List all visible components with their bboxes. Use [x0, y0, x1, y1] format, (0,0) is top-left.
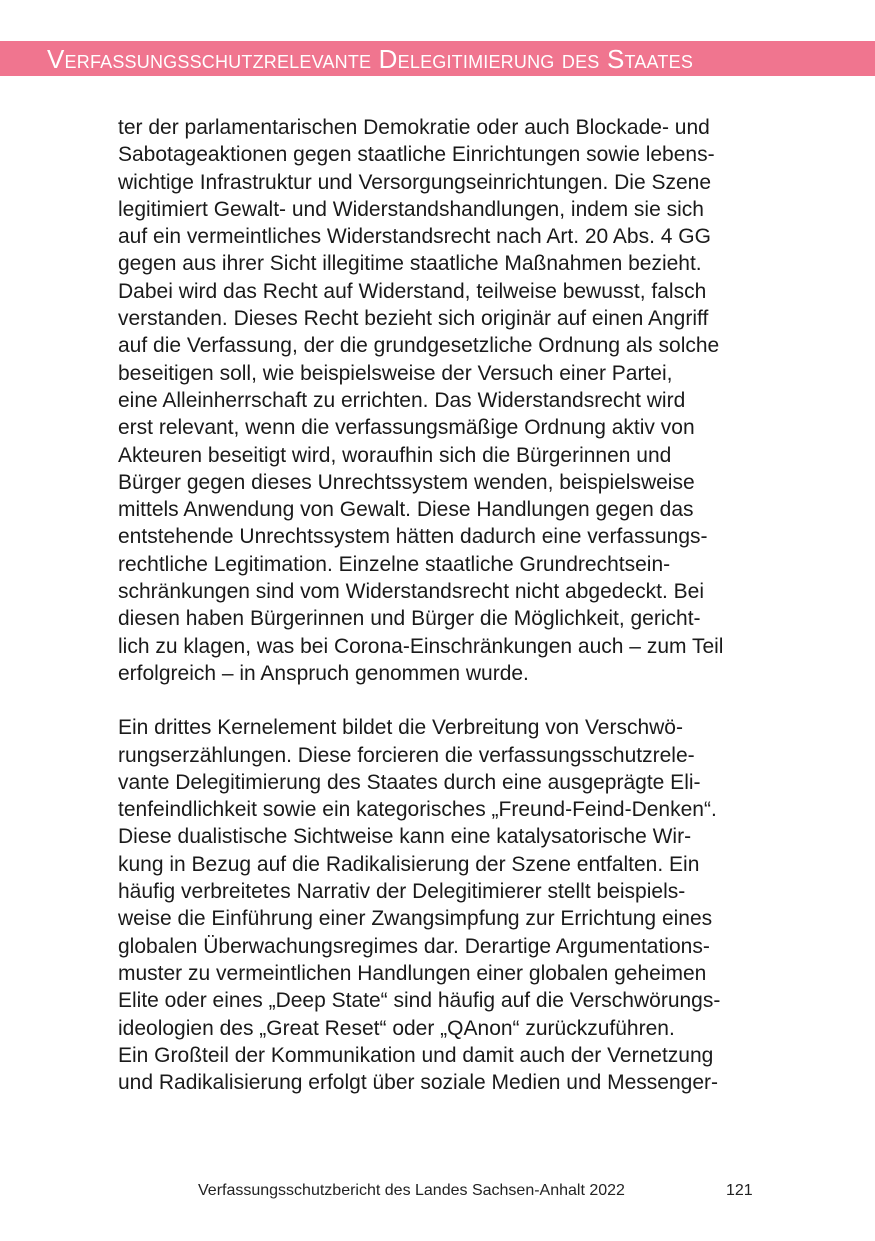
text-line: entstehende Unrechtssystem hätten dadurch eine verfassungs- [118, 525, 708, 549]
text-line: muster zu vermeintlichen Handlungen einer globalen geheimen [118, 961, 707, 985]
text-line: Dabei wird das Recht auf Widerstand, teilweise bewusst, falsch [118, 279, 707, 303]
text-line: rechtliche Legitimation. Einzelne staatliche Grundrechtsein- [118, 552, 671, 576]
footer-publication: Verfassungsschutzbericht des Landes Sachsen-Anhalt 2022 [198, 1182, 625, 1199]
text-line: eine Alleinherrschaft zu errichten. Das Widerstandsrecht wird [118, 388, 686, 412]
text-line: ideologien des „Great Reset“ oder „QAnon“ zurückzuführen. [118, 1016, 675, 1040]
text-line: erst relevant, wenn die verfassungsmäßige Ordnung aktiv von [118, 416, 695, 440]
text-line: wichtige Infrastruktur und Versorgungseinrichtungen. Die Szene [118, 170, 712, 194]
text-line: gegen aus ihrer Sicht illegitime staatliche Maßnahmen bezieht. [118, 252, 702, 276]
page-footer [198, 1182, 753, 1200]
text-line: auf ein vermeintliches Widerstandsrecht nach Art. 20 Abs. 4 GG [118, 225, 711, 249]
text-line: Ein drittes Kernelement bildet die Verbreitung von Verschwö- [118, 716, 683, 740]
text-line: Bürger gegen dieses Unrechtssystem wenden, beispielsweise [118, 470, 695, 494]
text-line: erfolgreich – in Anspruch genommen wurde. [118, 661, 529, 685]
paragraph [118, 114, 758, 687]
text-line: Diese dualistische Sichtweise kann eine katalysatorische Wir- [118, 825, 692, 849]
text-line: verstanden. Dieses Recht bezieht sich originär auf einen Angriff [118, 307, 709, 331]
text-line: diesen haben Bürgerinnen und Bürger die Möglichkeit, gericht- [118, 607, 701, 631]
body-text [118, 114, 758, 1096]
text-line: Sabotageaktionen gegen staatliche Einrichtungen sowie lebens- [118, 143, 715, 167]
text-line: lich zu klagen, was bei Corona-Einschränkungen auch – zum Teil [118, 634, 724, 658]
text-line: schränkungen sind vom Widerstandsrecht nicht abgedeckt. Bei [118, 580, 704, 604]
text-line: beseitigen soll, wie beispielsweise der Versuch einer Partei, [118, 361, 673, 385]
text-line: weise die Einführung einer Zwangsimpfung zur Errichtung eines [118, 907, 713, 931]
text-line: Akteuren beseitigt wird, woraufhin sich die Bürgerinnen und [118, 443, 672, 467]
text-line: rungserzählungen. Diese forcieren die verfassungsschutzrele- [118, 743, 695, 767]
text-line: mittels Anwendung von Gewalt. Diese Handlungen gegen das [118, 498, 694, 522]
running-header-title: Verfassungsschutzrelevante Delegitimierung des Staates [47, 44, 694, 74]
text-line: auf die Verfassung, der die grundgesetzliche Ordnung als solche [118, 334, 720, 358]
text-line: und Radikalisierung erfolgt über soziale Medien und Messenger- [118, 1071, 719, 1095]
text-line: Ein Großteil der Kommunikation und damit auch der Vernetzung [118, 1043, 714, 1067]
text-line: globalen Überwachungsregimes dar. Derartige Argumentations- [118, 934, 710, 958]
text-line: vante Delegitimierung des Staates durch eine ausgeprägte Eli- [118, 770, 701, 794]
text-line: legitimiert Gewalt- und Widerstandshandlungen, indem sie sich [118, 197, 704, 221]
paragraph [118, 714, 758, 1096]
text-line: kung in Bezug auf die Radikalisierung der Szene entfalten. Ein [118, 852, 700, 876]
text-line: ter der parlamentarischen Demokratie oder auch Blockade- und [118, 116, 710, 139]
text-line: häufig verbreitetes Narrativ der Delegitimierer stellt beispiels- [118, 880, 686, 904]
text-line: Elite oder eines „Deep State“ sind häufig auf die Verschwörungs- [118, 989, 721, 1013]
text-line: tenfeindlichkeit sowie ein kategorisches „Freund-Feind-Denken“. [118, 798, 717, 822]
page-number: 121 [726, 1182, 753, 1199]
